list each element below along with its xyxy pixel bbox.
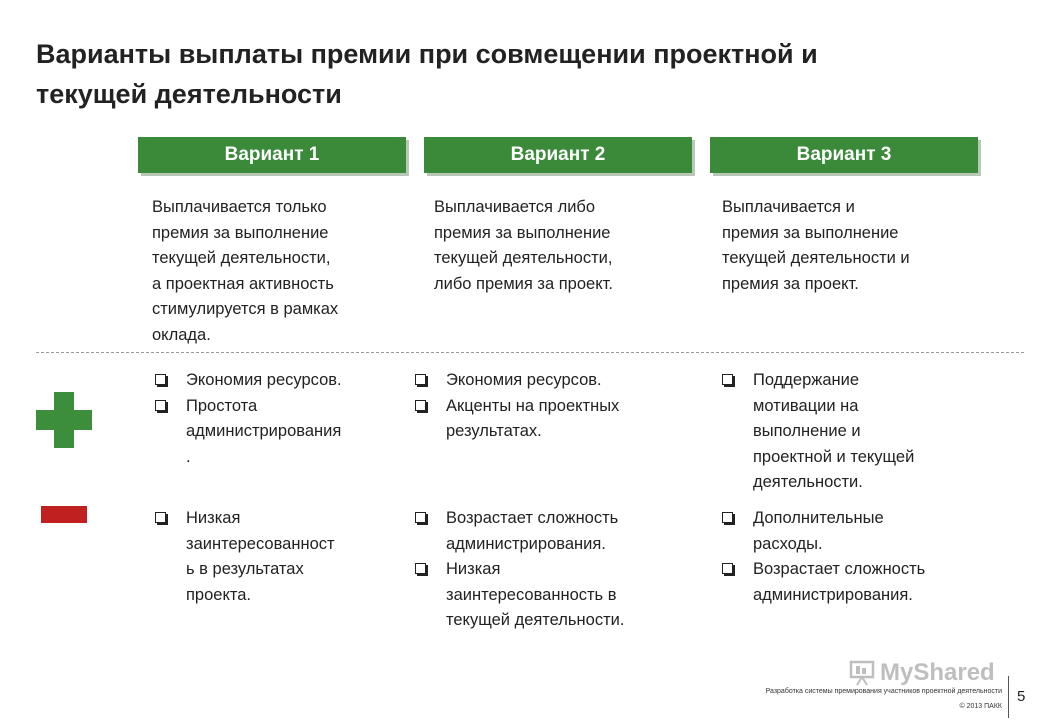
list-item: Низкая заинтересованност ь в результатах проекта. — [152, 506, 412, 608]
variant-2-header — [424, 137, 692, 173]
footer-project-name: Разработка системы премирования участников проектной деятельности — [765, 688, 1002, 695]
variant-1-pros — [152, 368, 412, 470]
checkbox-icon — [415, 400, 426, 411]
checkbox-icon — [415, 563, 426, 574]
variant-2-label: Вариант 2 — [510, 144, 606, 165]
variant-3-header — [710, 137, 978, 173]
list-item: Низкая заинтересованность в текущей деятельности. — [412, 557, 702, 634]
variant-3-description: Выплачивается и премия за выполнение текущей деятельности и премия за проект. — [722, 198, 910, 293]
list-item: Экономия ресурсов. — [412, 368, 702, 394]
watermark-text: MyShared — [880, 659, 995, 686]
list-item: Возрастает сложность администрирования. — [719, 557, 1009, 608]
minus-icon — [41, 506, 87, 523]
watermark — [848, 658, 995, 688]
list-item: Простота администрирования . — [152, 394, 412, 471]
variant-1-description: Выплачивается только премия за выполнение текущей деятельности, а проектная активность стимулируется в рамках оклада. — [152, 198, 339, 344]
variant-2-description: Выплачивается либо премия за выполнение текущей деятельности, либо премия за проект. — [434, 198, 613, 293]
list-item: Акценты на проектных результатах. — [412, 394, 702, 445]
list-item: Экономия ресурсов. — [152, 368, 412, 394]
variant-3-pros — [719, 368, 1009, 496]
variant-2-cons — [412, 506, 702, 634]
section-divider — [36, 352, 1024, 353]
checkbox-icon — [415, 512, 426, 523]
footer-copyright: © 2013 ПАКК — [959, 703, 1002, 710]
list-item: Дополнительные расходы. — [719, 506, 1009, 557]
page-title: Варианты выплаты премии при совмещении проектной и текущей деятельности — [36, 39, 818, 109]
page-number: 5 — [1017, 688, 1026, 705]
checkbox-icon — [155, 374, 166, 385]
list-item: Поддержание мотивации на выполнение и проектной и текущей деятельности. — [719, 368, 1009, 496]
variant-1-label: Вариант 1 — [224, 144, 320, 165]
checkbox-icon — [722, 512, 733, 523]
checkbox-icon — [722, 563, 733, 574]
footer-separator — [1008, 676, 1009, 718]
variant-2-pros — [412, 368, 702, 445]
list-item: Возрастает сложность администрирования. — [412, 506, 702, 557]
presentation-icon — [848, 659, 876, 687]
checkbox-icon — [722, 374, 733, 385]
variant-3-label: Вариант 3 — [796, 144, 892, 165]
variant-1-cons — [152, 506, 412, 608]
variant-3-cons — [719, 506, 1009, 608]
checkbox-icon — [155, 512, 166, 523]
variant-1-header — [138, 137, 406, 173]
checkbox-icon — [155, 400, 166, 411]
checkbox-icon — [415, 374, 426, 385]
plus-icon — [36, 392, 92, 448]
